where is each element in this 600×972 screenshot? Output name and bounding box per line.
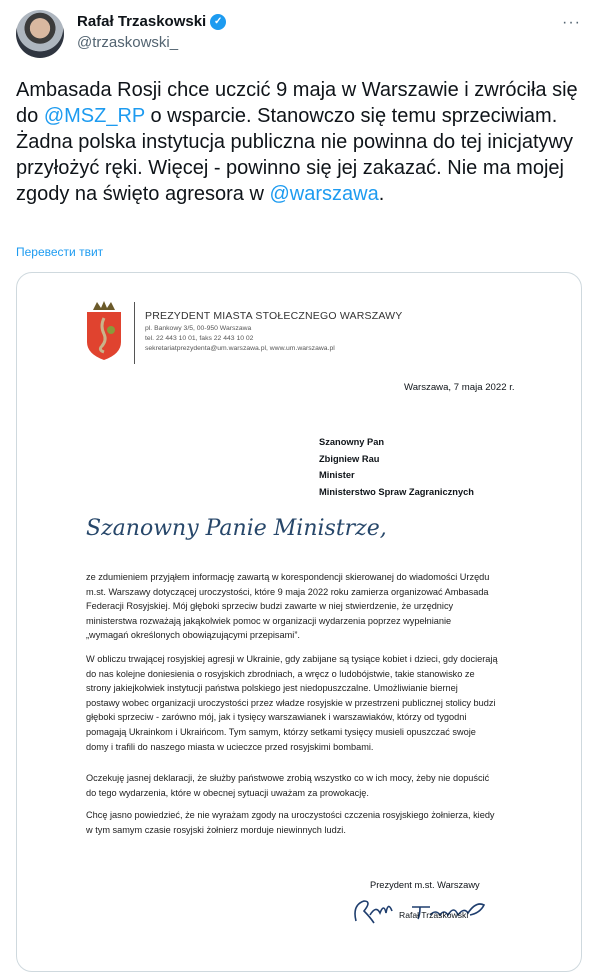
letter-line: postawy wobec organizacji uroczystości przez władze rosyjskie w przestrzeni publicznej stolicy budzi: [86, 697, 496, 708]
letter-date: Warszawa, 7 maja 2022 r.: [404, 382, 515, 393]
letterhead-phone: tel. 22 443 10 01, faks 22 443 10 02: [145, 335, 254, 342]
letter-paragraph: [86, 808, 495, 837]
signed-name: Rafał Trzaskowski: [399, 910, 469, 920]
recipient-line: Szanowny Pan: [319, 437, 385, 447]
author-name[interactable]: [77, 13, 226, 30]
letter-line: w tym samym czasie rosyjski żołnierz morduje niewinnych ludzi.: [86, 824, 346, 835]
letter-line: domy i trafili do naszego miasta w ucieczce przed rosyjskimi bombami.: [86, 741, 374, 752]
letter-line: m.st. Warszawy dotyczącej uroczystości, które 9 maja 2022 roku zamierza organizować Ambasada: [86, 586, 489, 597]
letter-line: do tego wydarzenia, które w obecnej sytuacji uważam za prowokację.: [86, 787, 369, 798]
warsaw-coat-of-arms-logo: [85, 300, 123, 362]
tweet-text: [16, 77, 586, 207]
mention-link[interactable]: @MSZ_RP: [43, 105, 145, 127]
letter-line: głęboki sprzeciw - zarówno mój, jak i tysięcy warszawianek i warszawiaków, którzy od tygodni: [86, 712, 467, 723]
verified-badge-icon: ✓: [210, 14, 226, 30]
letter-line: pomagają Ukrainkom i Ukraińcom. Tym samym, którzy setkami tysięcy musieli opuszczać swoje: [86, 726, 476, 737]
letterhead-title: PREZYDENT MIASTA STOŁECZNEGO WARSZAWY: [145, 310, 403, 322]
tweet-text-part: .: [378, 183, 385, 205]
letter-line: ministerstwa rozważają jakąkolwiek pomoc w organizacji wydarzenia poprzez wypełnianie: [86, 615, 452, 626]
avatar[interactable]: [16, 10, 64, 58]
recipient-line: Ministerstwo Spraw Zagranicznych: [319, 487, 474, 497]
tweet-text-part: o wsparcie. Stanowczo się temu sprzeciwiam. Żadna polska instytucja publiczna nie powinna do tej inicjatywy przyłożyć ręki. Więcej - powinno się jej zakazać. Nie ma mojej zgody na święto agresora w: [16, 105, 573, 205]
letter-line: ze zdumieniem przyjąłem informację zawartą w korespondencji skierowanej do wiadomości Urzędu: [86, 572, 490, 582]
recipient-line: Minister: [319, 470, 355, 480]
letter-line: Oczekuję jasnej deklaracji, że służby państwowe zrobią wszystko co w ich mocy, żeby nie dopuścić: [86, 773, 490, 783]
letter-line: W obliczu trwającej rosyjskiej agresji w Ukrainie, gdy zabijane są tysiące kobiet i dzieci, gdy docierają: [86, 654, 498, 664]
closing-title: Prezydent m.st. Warszawy: [370, 880, 480, 890]
letter-line: do nas kolejne doniesienia o rosyjskich zbrodniach, a wręcz o ludobójstwie, takie stanowisko ze: [86, 668, 475, 679]
more-options-icon[interactable]: ···: [562, 14, 581, 31]
letter-line: strony jakiejkolwiek instytucji państwa polskiego jest niedopuszczalne. Umożliwianie biernej: [86, 683, 458, 694]
translate-link[interactable]: Перевести твит: [16, 245, 104, 259]
recipient-line: Zbigniew Rau: [319, 454, 380, 464]
letter-line: „wymagań określonych obowiązującymi przepisami”.: [86, 630, 300, 641]
tweet-text-part: Ambasada Rosji chce uczcić 9 maja w Warszawie i zwróciła się do: [16, 79, 578, 127]
letter-line: Chcę jasno powiedzieć, że nie wyrażam zgody na uroczystości czczenia rosyjskiego żołnierza, kiedy: [86, 810, 495, 820]
mention-link[interactable]: @warszawa: [269, 183, 379, 205]
author-name-text[interactable]: Rafał Trzaskowski: [77, 13, 207, 30]
letter-line: Federacji Rosyjskiej. Mój głęboki sprzeciw budzi zawarte w niej stwierdzenie, że urzędnicy: [86, 601, 454, 612]
letterhead-address: pl. Bankowy 3/5, 00-950 Warszawa: [145, 325, 252, 332]
handwritten-salutation: Szanowny Panie Ministrze,: [86, 516, 387, 541]
letter-paragraph: [86, 771, 489, 800]
letterhead-divider: [134, 302, 135, 364]
letterhead-contact: sekretariatprezydenta@um.warszawa.pl, www.um.warszawa.pl: [145, 345, 335, 352]
letter-paragraph: [86, 652, 498, 754]
author-handle[interactable]: @trzaskowski_: [77, 34, 179, 51]
letter-paragraph: [86, 570, 489, 643]
